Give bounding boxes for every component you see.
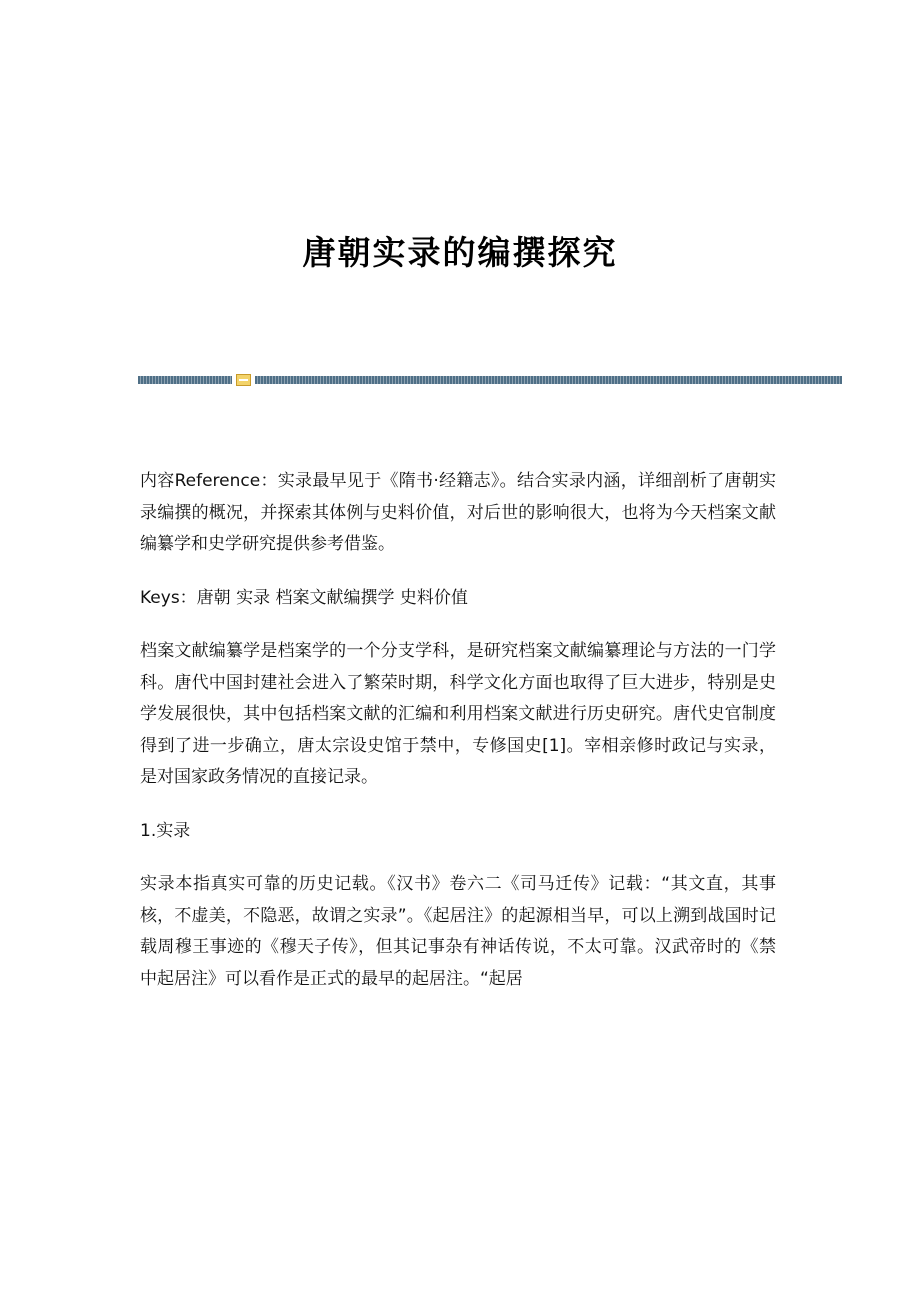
title-divider xyxy=(138,374,842,386)
section-heading: 1.实录 xyxy=(140,820,191,841)
divider-ornament-icon xyxy=(236,374,251,386)
divider-bar-left xyxy=(138,376,232,384)
divider-bar-right xyxy=(255,376,842,384)
body-paragraph: 实录本指真实可靠的历史记载。《汉书》卷六二《司马迁传》记载：“其文直，其事核，不虚美，不隐恶，故谓之实录”。《起居注》的起源相当早，可以上溯到战国时记载周穆王事迹的《穆天子传》，但其记事杂有神话传说，不太可靠。汉武帝时的《禁中起居注》可以看作是正式的最早的起居注。“起居 xyxy=(140,874,776,989)
document-body xyxy=(140,466,776,995)
body-paragraph: 档案文献编纂学是档案学的一个分支学科，是研究档案文献编纂理论与方法的一门学科。唐代中国封建社会进入了繁荣时期，科学文化方面也取得了巨大进步，特别是史学发展很快，其中包括档案文献的汇编和利用档案文献进行历史研究。唐代史官制度得到了进一步确立，唐太宗设史馆于禁中，专修国史[1]。宰相亲修时政记与实录，是对国家政务情况的直接记录。 xyxy=(140,641,776,787)
abstract-paragraph: 内容Reference：实录最早见于《隋书·经籍志》。结合实录内涵，详细剖析了唐朝实录编撰的概况，并探索其体例与史料价值，对后世的影响很大，也将为今天档案文献编纂学和史学研究提供参考借鉴。 xyxy=(140,471,776,554)
document-title: 唐朝实录的编撰探究 xyxy=(302,233,618,273)
keywords-paragraph: Keys：唐朝 实录 档案文献编撰学 史料价值 xyxy=(140,587,468,608)
